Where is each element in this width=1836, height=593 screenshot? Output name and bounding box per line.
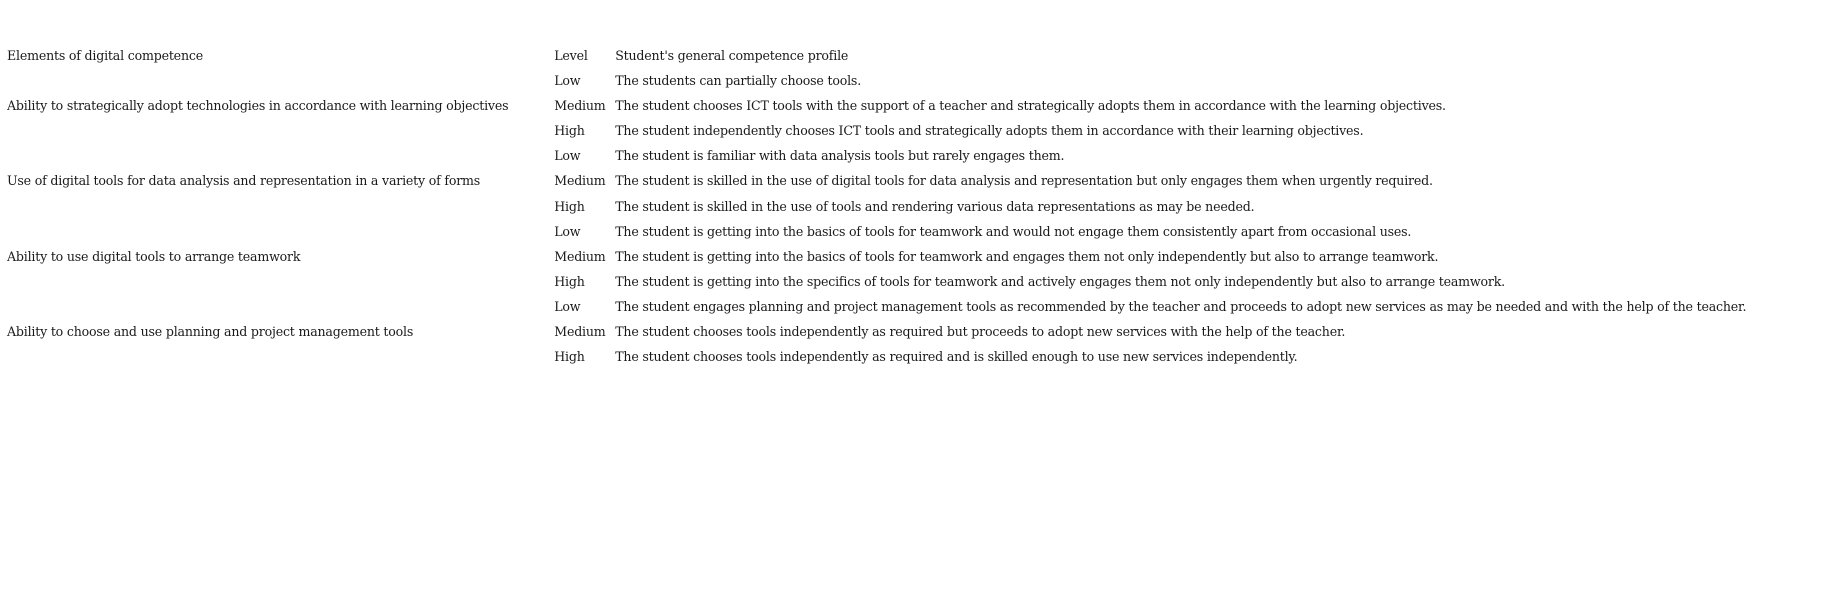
header-elements: Elements of digital competence (7, 48, 203, 63)
level-cell: High (554, 198, 585, 214)
level-cell: Low (554, 223, 581, 239)
level-cell: Medium (554, 248, 606, 264)
element-cell: Ability to strategically adopt technologies in accordance with learning objectives (7, 98, 509, 114)
element-cell: Ability to choose and use planning and project management tools (7, 324, 414, 340)
table-header-row (7, 43, 1836, 68)
table-row (7, 68, 1836, 93)
profile-cell: The student independently chooses ICT tools and strategically adopts them in accordance with their learning objectives. (615, 123, 1364, 139)
header-level: Level (554, 48, 588, 63)
profile-cell: The student engages planning and project management tools as recommended by the teacher and proceeds to adopt new services as may be needed and with the help of the teacher. (615, 298, 1747, 314)
table-row (7, 143, 1836, 168)
header-profile: Student's general competence profile (615, 48, 849, 63)
profile-cell: The student chooses ICT tools with the support of a teacher and strategically adopts them in accordance with the learning objectives. (615, 98, 1446, 114)
level-cell: High (554, 349, 585, 365)
profile-cell: The students can partially choose tools. (615, 73, 861, 89)
level-cell: Medium (554, 173, 606, 189)
table-row (7, 219, 1836, 244)
competence-table-container (7, 43, 1836, 369)
profile-cell: The student is getting into the basics of tools for teamwork and engages them not only independently but also to arrange teamwork. (615, 248, 1439, 264)
level-cell: Low (554, 73, 581, 89)
level-cell: Low (554, 148, 581, 164)
level-cell: High (554, 123, 585, 139)
profile-cell: The student is getting into the basics of tools for teamwork and would not engage them consistently apart from occasional uses. (615, 223, 1412, 239)
level-cell: Low (554, 298, 581, 314)
level-cell: Medium (554, 324, 606, 340)
profile-cell: The student is getting into the specifics of tools for teamwork and actively engages them not only independently but also to arrange teamwork. (615, 273, 1505, 289)
profile-cell: The student chooses tools independently as required but proceeds to adopt new services with the help of the teacher. (615, 324, 1346, 340)
profile-cell: The student is skilled in the use of digital tools for data analysis and representation but only engages them when urgently required. (615, 173, 1433, 189)
level-cell: Medium (554, 98, 606, 114)
element-cell: Ability to use digital tools to arrange teamwork (7, 248, 301, 264)
table-row (7, 294, 1836, 319)
profile-cell: The student is skilled in the use of tools and rendering various data representations as may be needed. (615, 198, 1255, 214)
element-cell: Use of digital tools for data analysis and representation in a variety of forms (7, 173, 481, 189)
profile-cell: The student is familiar with data analysis tools but rarely engages them. (615, 148, 1065, 164)
profile-cell: The student chooses tools independently as required and is skilled enough to use new services independently. (615, 349, 1298, 365)
level-cell: High (554, 273, 585, 289)
competence-table (7, 43, 1836, 369)
